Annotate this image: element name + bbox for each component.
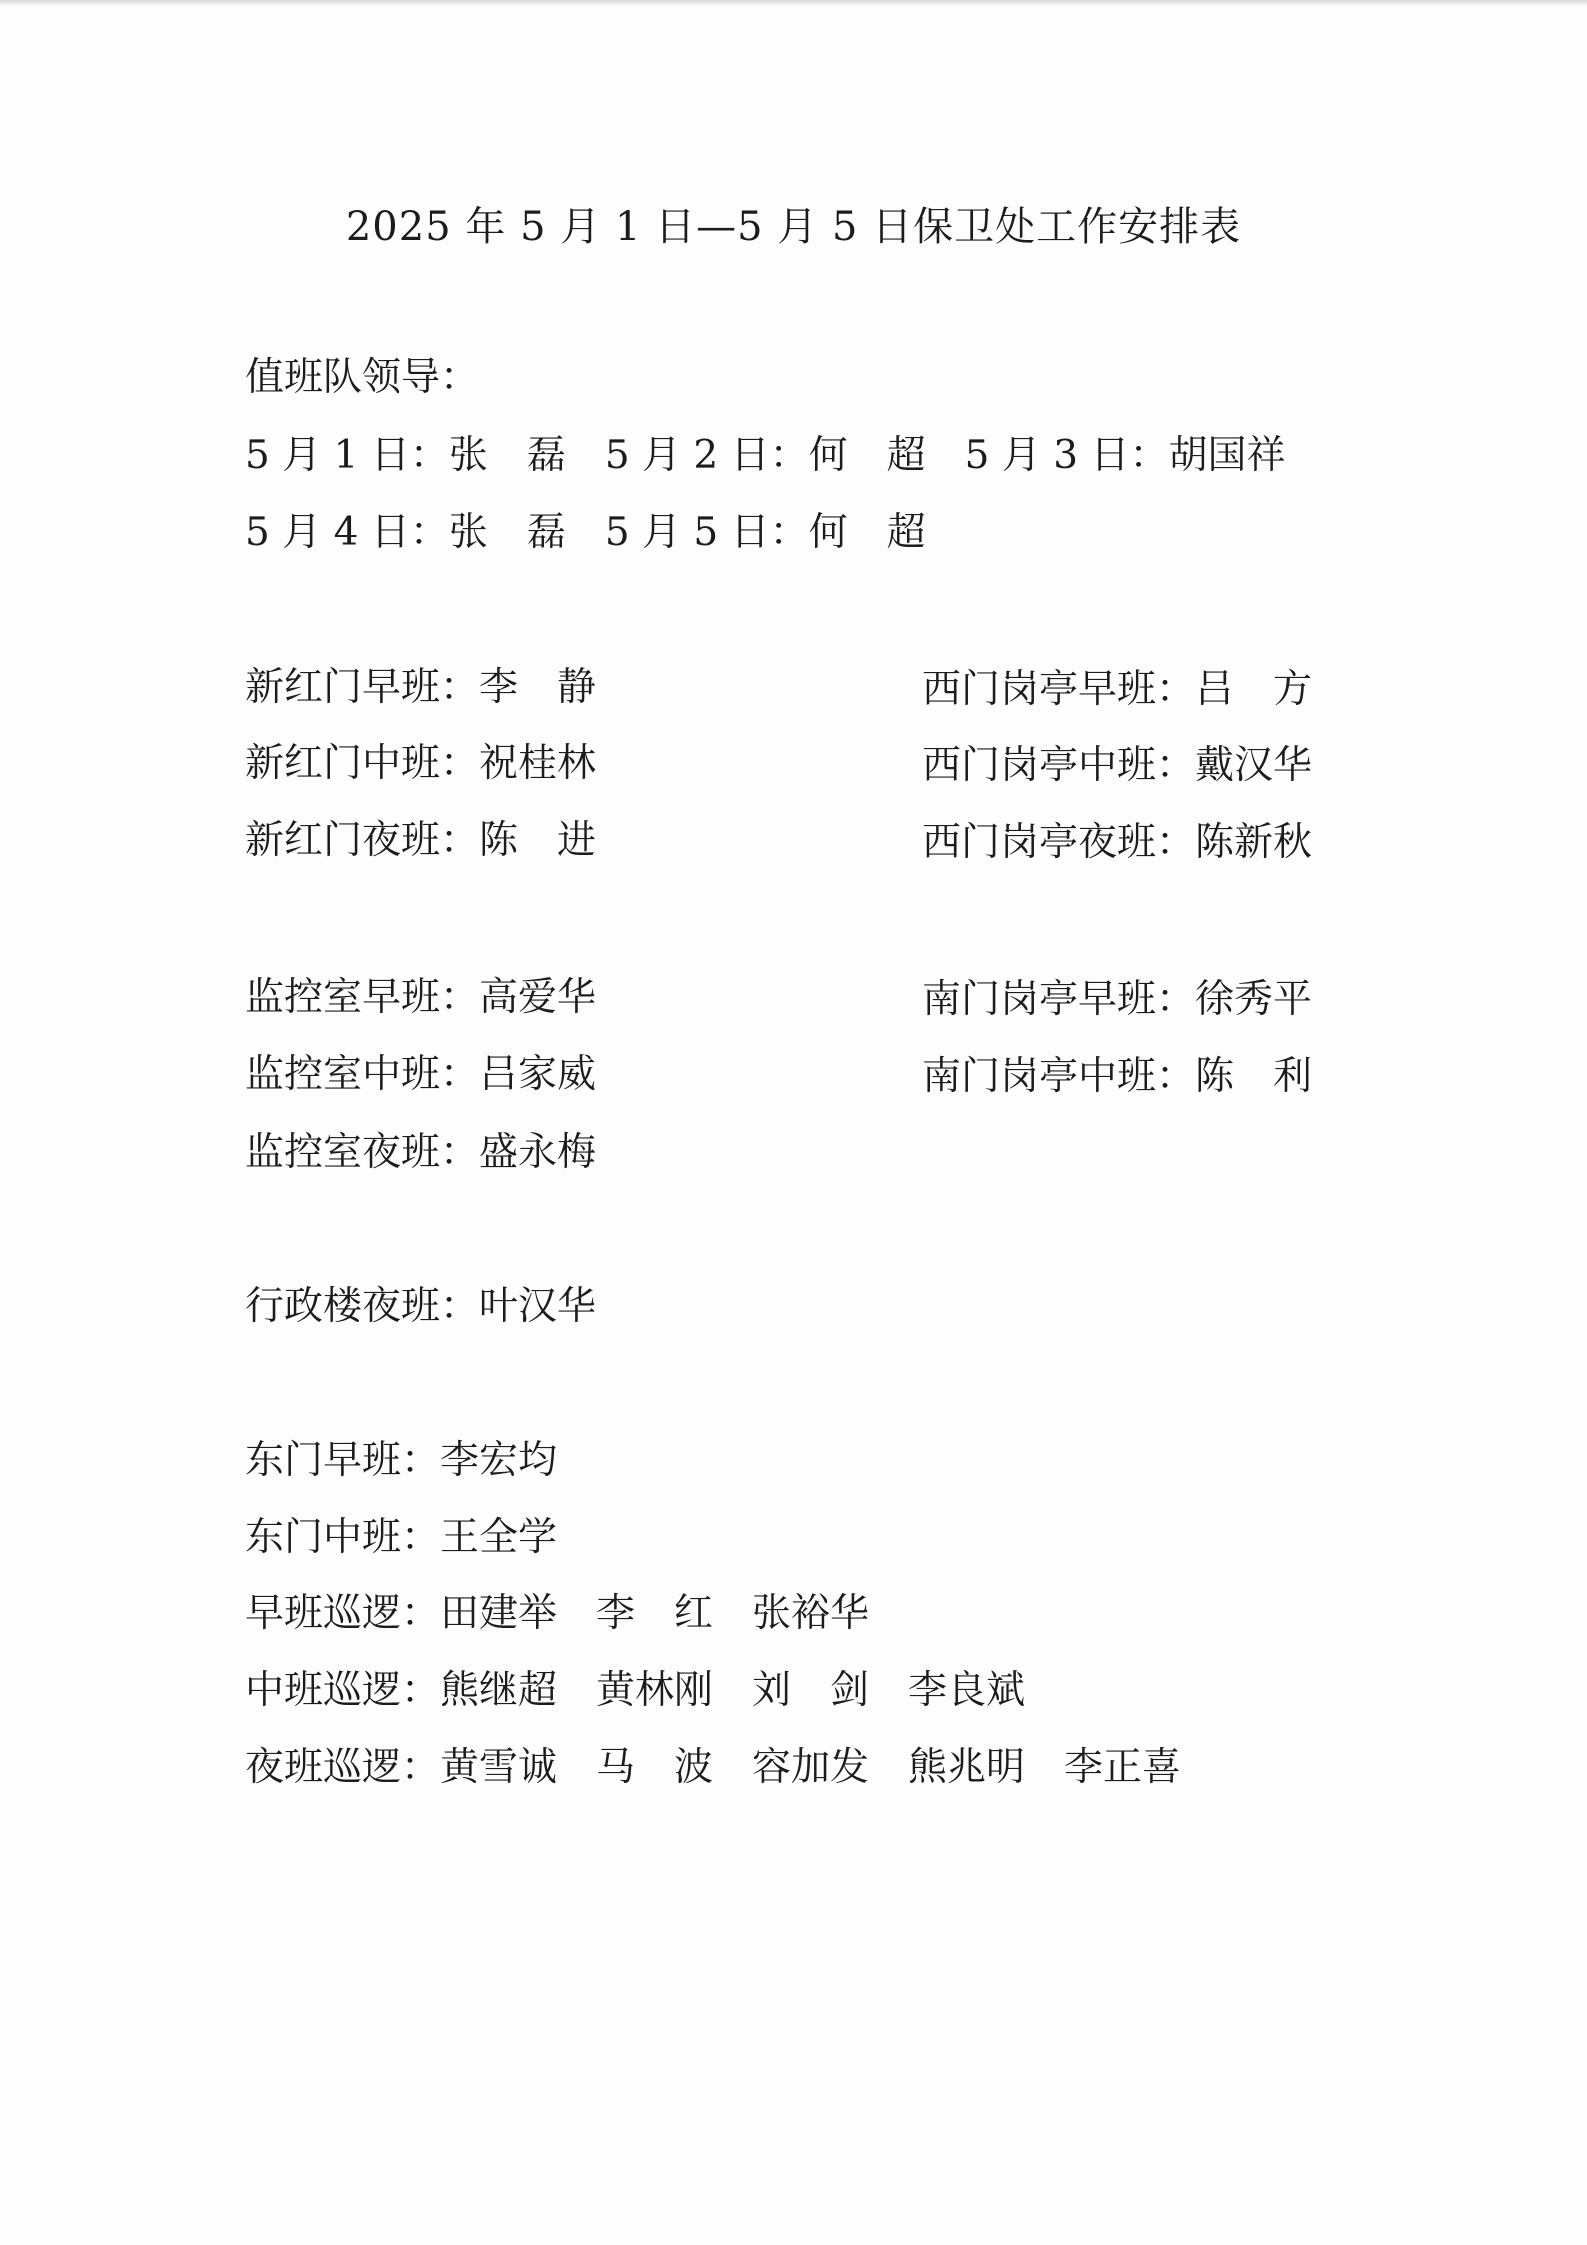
monitor-room-middle: 监控室中班：吕家威 xyxy=(245,1052,597,1097)
monitor-room-morning: 监控室早班：高爱华 xyxy=(245,975,597,1020)
patrol-middle: 中班巡逻：熊继超 黄林刚 刘 剑 李良斌 xyxy=(245,1668,1026,1713)
leaders-row-2: 5 月 4 日：张 磊 5 月 5 日：何 超 xyxy=(245,510,926,555)
admin-building-night: 行政楼夜班：叶汉华 xyxy=(245,1284,597,1329)
xinhongmen-middle: 新红门中班：祝桂林 xyxy=(245,741,597,786)
east-gate-morning: 东门早班：李宏均 xyxy=(245,1438,558,1483)
monitor-room-night: 监控室夜班：盛永梅 xyxy=(245,1130,597,1175)
patrol-morning: 早班巡逻：田建举 李 红 张裕华 xyxy=(245,1591,870,1636)
east-gate-middle: 东门中班：王全学 xyxy=(245,1515,558,1560)
leaders-row-1: 5 月 1 日：张 磊 5 月 2 日：何 超 5 月 3 日：胡国祥 xyxy=(245,433,1286,478)
south-gate-middle: 南门岗亭中班：陈 利 xyxy=(922,1054,1313,1099)
xinhongmen-night: 新红门夜班：陈 进 xyxy=(245,818,597,863)
leaders-heading: 值班队领导： xyxy=(245,355,480,400)
xinhongmen-morning: 新红门早班：李 静 xyxy=(245,665,597,710)
patrol-night: 夜班巡逻：黄雪诚 马 波 容加发 熊兆明 李正喜 xyxy=(245,1745,1182,1790)
page-title: 2025 年 5 月 1 日—5 月 5 日保卫处工作安排表 xyxy=(345,204,1242,250)
west-gate-night: 西门岗亭夜班：陈新秋 xyxy=(922,820,1313,865)
scan-edge xyxy=(0,0,1587,6)
west-gate-morning: 西门岗亭早班：吕 方 xyxy=(922,667,1313,712)
south-gate-morning: 南门岗亭早班：徐秀平 xyxy=(922,977,1313,1022)
west-gate-middle: 西门岗亭中班：戴汉华 xyxy=(922,743,1313,788)
